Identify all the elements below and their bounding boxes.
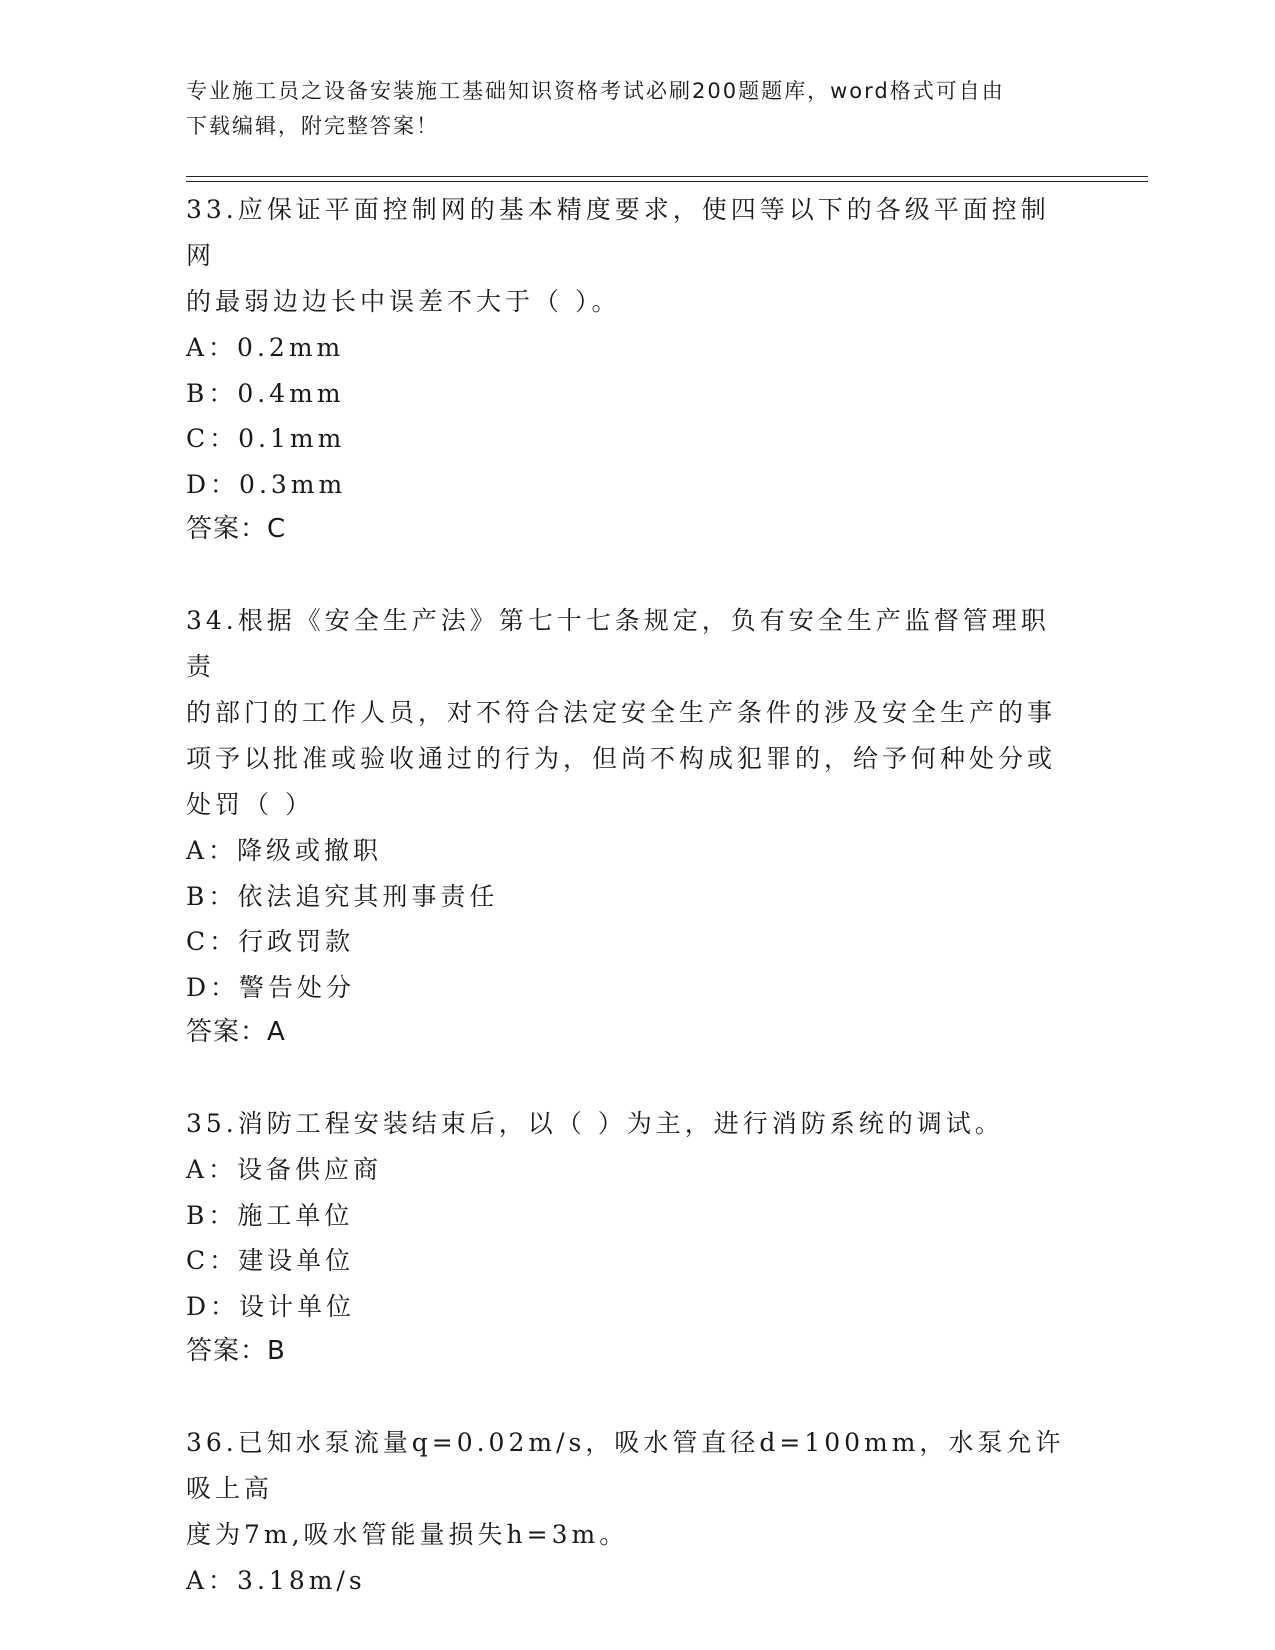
option-d: D：0.3mm [186, 469, 347, 499]
option-c: C：0.1mm [186, 424, 346, 453]
header-divider-bottom [186, 181, 1148, 182]
option-a: A：设备供应商 [186, 1155, 383, 1184]
option-a: A：0.2mm [186, 333, 345, 362]
option-a: A：降级或撤职 [186, 836, 383, 865]
question-spacer [186, 552, 1066, 598]
option-c: C：行政罚款 [186, 927, 355, 956]
question-list [186, 187, 1066, 1604]
header-line-1: 专业施工员之设备安装施工基础知识资格考试必刷200题题库，word格式可自由 [186, 79, 1005, 103]
question-stem-line: 36.已知水泵流量q=0.02m/s，吸水管直径d=100mm，水泵允许吸上高 [186, 1428, 1065, 1503]
question-36 [186, 1420, 1066, 1604]
question-stem-line: 的部门的工作人员，对不符合法定安全生产条件的涉及安全生产的事 [186, 698, 1057, 727]
page-header [186, 74, 1086, 144]
question-stem-line: 35.消防工程安装结束后，以（ ）为主，进行消防系统的调试。 [186, 1109, 1004, 1138]
question-stem-line: 度为7m,吸水管能量损失h=3m。 [186, 1520, 629, 1549]
option-b: B：施工单位 [186, 1200, 354, 1230]
question-stem-line: 33.应保证平面控制网的基本精度要求，使四等以下的各级平面控制网 [186, 195, 1050, 270]
option-d: D：警告处分 [186, 972, 356, 1002]
question-35 [186, 1101, 1066, 1374]
question-34 [186, 598, 1066, 1055]
question-33 [186, 187, 1066, 552]
option-a: A：3.18m/s [186, 1566, 366, 1595]
question-stem-line: 的最弱边边长中误差不大于（ ）。 [186, 287, 621, 316]
option-b: B：0.4mm [186, 378, 345, 408]
question-spacer [186, 1374, 1066, 1420]
option-b: B：依法追究其刑事责任 [186, 881, 499, 911]
header-line-2: 下载编辑，附完整答案！ [186, 114, 439, 138]
answer-line: 答案：A [186, 1017, 286, 1047]
question-spacer [186, 1055, 1066, 1101]
answer-line: 答案：C [186, 514, 287, 544]
question-stem-line: 处罚（ ） [186, 790, 314, 819]
header-divider-top [186, 176, 1148, 177]
question-stem-line: 项予以批准或验收通过的行为，但尚不构成犯罪的，给予何种处分或 [186, 744, 1057, 773]
answer-line: 答案：B [186, 1336, 286, 1366]
question-stem-line: 34.根据《安全生产法》第七十七条规定，负有安全生产监督管理职责 [186, 606, 1050, 681]
option-c: C：建设单位 [186, 1246, 355, 1275]
option-d: D：设计单位 [186, 1291, 356, 1321]
